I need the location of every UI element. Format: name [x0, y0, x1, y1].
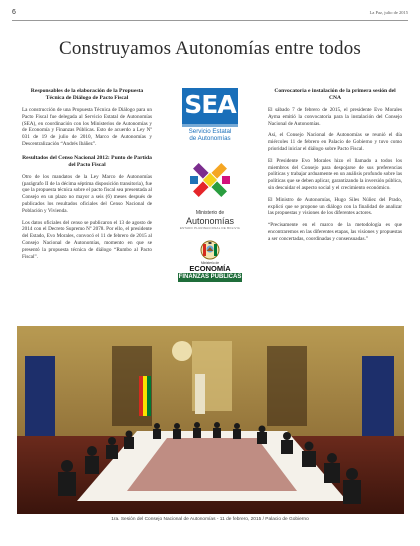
economia-logo-line1: Ministerio de — [200, 261, 220, 265]
ministerio-logo-line1: Ministerio de — [195, 210, 225, 216]
paragraph: El sábado 7 de febrero de 2015, el presidente Evo Morales Ayma emitió la convocatoria para la instalación del Consejo Nacional de Autonomías. — [268, 107, 402, 127]
header-date: La Paz, julio de 2015 — [369, 10, 408, 15]
photo-caption: 1ra. Sesión del Consejo Nacional de Autonomías - 11 de febrero, 2015 / Palacio de Gobierno — [111, 517, 309, 522]
paragraph: “Precisamente en el marco de la metodología es que encontraremos en las diferentes etapas, las visiones y propuestas a ser concertadas, coordinadas y consensuadas.” — [268, 222, 402, 242]
section-title-convocatoria: Convocatoria e instalación de la primera sesión del CNA — [274, 88, 396, 101]
paragraph: Los datos oficiales del censo se publicaron el 13 de agosto de 2014 con el Decreto Supremo Nº 2078. Por ello, el presidente del Estado, Evo Morales, convocó el 11 de febrero de 2015 al Consejo Nacional de Autonomías, momento en que se presentó la propuesta técnica de diálogo “Rumbo al Pacto Fiscal”. — [22, 219, 152, 260]
section-title-responsables: Responsables de la elaboración de la Propuesta Técnica de Diálogo de Pacto Fiscal — [30, 88, 144, 101]
paragraph: El Presidente Evo Morales hizo el llamado a todos los miembros del Consejo para despojarse de sus preferencias políticas y trabajar arduamente en un análisis profundo sobre las políticas que se deben aplicar, garantizando la inversión pública, sin descuidar el aspecto social y el crecimiento económico. — [268, 157, 402, 191]
page-number: 6 — [12, 9, 16, 16]
sea-logo-letters: SEA — [184, 90, 236, 119]
logos-column — [162, 88, 258, 292]
ministerio-logo-line3: ESTADO PLURINACIONAL DE BOLIVIA — [179, 226, 241, 230]
economia-logo-line2: ECONOMÍA — [189, 264, 231, 273]
sea-logo-line2: de Autonomías — [189, 135, 231, 142]
left-column — [22, 88, 152, 265]
bolivia-coat-of-arms-icon — [200, 240, 220, 260]
paragraph: La construcción de una Propuesta Técnica de Diálogo para un Pacto Fiscal fue delegada al Servicio Estatal de Autonomías (SEA), en coordinación con los Ministerios de Autonomías y de Economía y Finanzas Públicas. Esto de acuerdo a Ley Nº 031 de 19 de julio de 2010, Marco de Autonomías y Descentralización “Andrés Ibáñez”. — [22, 107, 152, 147]
section-title-censo: Resultados del Censo Nacional 2012: Punto de Partida del Pacto Fiscal — [22, 154, 152, 168]
paragraph: Otro de los mandatos de la Ley Marco de Autonomías (parágrafo II de la décima séptima disposición transitoria), fue que la propuesta técnica sobre el pacto fiscal sea presentada al Consejo en un plazo no mayor a seis (6) meses después de publicados los resultados oficiales del Censo Nacional de Población y Vivienda. — [22, 173, 152, 214]
ministerio-autonomias-logo — [162, 156, 258, 238]
ministerio-logo-line2: Autonomías — [185, 216, 235, 226]
right-column — [268, 88, 402, 248]
sea-logo-line1: Servicio Estatal — [188, 128, 232, 135]
header-rule — [12, 20, 408, 21]
ministerio-economia-logo — [162, 240, 258, 292]
ministerio-autonomias-emblem-icon — [188, 156, 232, 206]
economia-logo-line3: FINANZAS PÚBLICAS — [178, 274, 242, 280]
sea-logo — [162, 88, 258, 148]
paragraph: El Ministro de Autonomías, Hugo Siles Núñez del Prado, explicó que se propone un diálogo con la finalidad de analizar las propuestas y visiones de los diferentes actores. — [268, 196, 402, 217]
meeting-photo — [17, 326, 404, 514]
paragraph: Así, el Consejo Nacional de Autonomías se reunió el día miércoles 11 de febrero en Palacio de Gobierno y tuvo como prioridad iniciar el diálogo sobre Pacto Fiscal. — [268, 132, 402, 152]
page-headline: Construyamos Autonomías entre todos — [58, 38, 361, 59]
